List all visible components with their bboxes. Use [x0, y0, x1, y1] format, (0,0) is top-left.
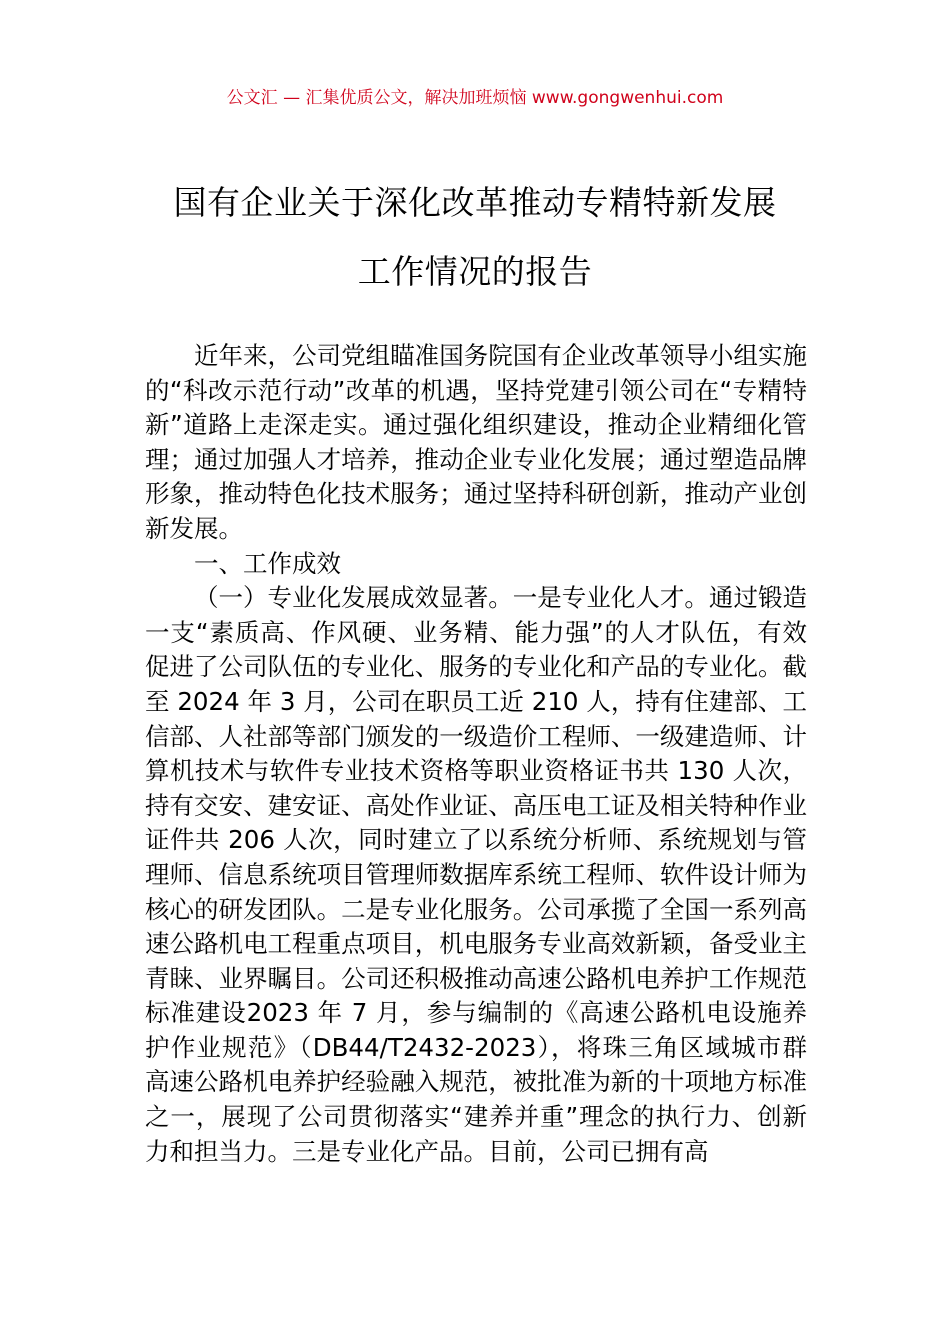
- document-title-line-1: 国有企业关于深化改革推动专精特新发展: [173, 183, 777, 222]
- watermark-header: 公文汇 — 汇集优质公文，解决加班烦恼 www.gongwenhui.com: [226, 88, 724, 108]
- document-title-line-2: 工作情况的报告: [357, 252, 593, 291]
- document-body: [145, 339, 807, 1169]
- subsection-paragraph: （一）专业化发展成效显著。一是专业化人才。通过锻造一支“素质高、作风硬、业务精、能力强”的人才队伍，有效促进了公司队伍的专业化、服务的专业化和产品的专业化。截至 2024 年 3 月，公司在职员工近 210 人，持有住建部、工信部、人社部等部门颁发的一级造价工程师、一级建造师、计算机技术与软件专业技术资格等职业资格证书共 130 人次，持有交安、建安证、高处作业证、高压电工证及相关特种作业证件共 206 人次，同时建立了以系统分析师、系统规划与管理师、信息系统项目管理师数据库系统工程师、软件设计师为核心的研发团队。二是专业化服务。公司承揽了全国一系列高速公路机电工程重点项目，机电服务专业高效新颖，备受业主青睐、业界瞩目。公司还积极推动高速公路机电养护工作规范标准建设2023 年 7 月，参与编制的《高速公路机电设施养护作业规范》（DB44/T2432-2023），将珠三角区域城市群高速公路机电养护经验融入规范，被批准为新的十项地方标准之一，展现了公司贯彻落实“建养并重”理念的执行力、创新力和担当力。三是专业化产品。目前，公司已拥有高: [145, 583, 807, 1166]
- section-heading: 一、工作成效: [194, 548, 341, 578]
- intro-paragraph: 近年来，公司党组瞄准国务院国有企业改革领导小组实施的“科改示范行动”改革的机遇，坚持党建引领公司在“专精特新”道路上走深走实。通过强化组织建设，推动企业精细化管理；通过加强人才培养，推动企业专业化发展；通过塑造品牌形象，推动特色化技术服务；通过坚持科研创新，推动产业创新发展。: [145, 341, 807, 543]
